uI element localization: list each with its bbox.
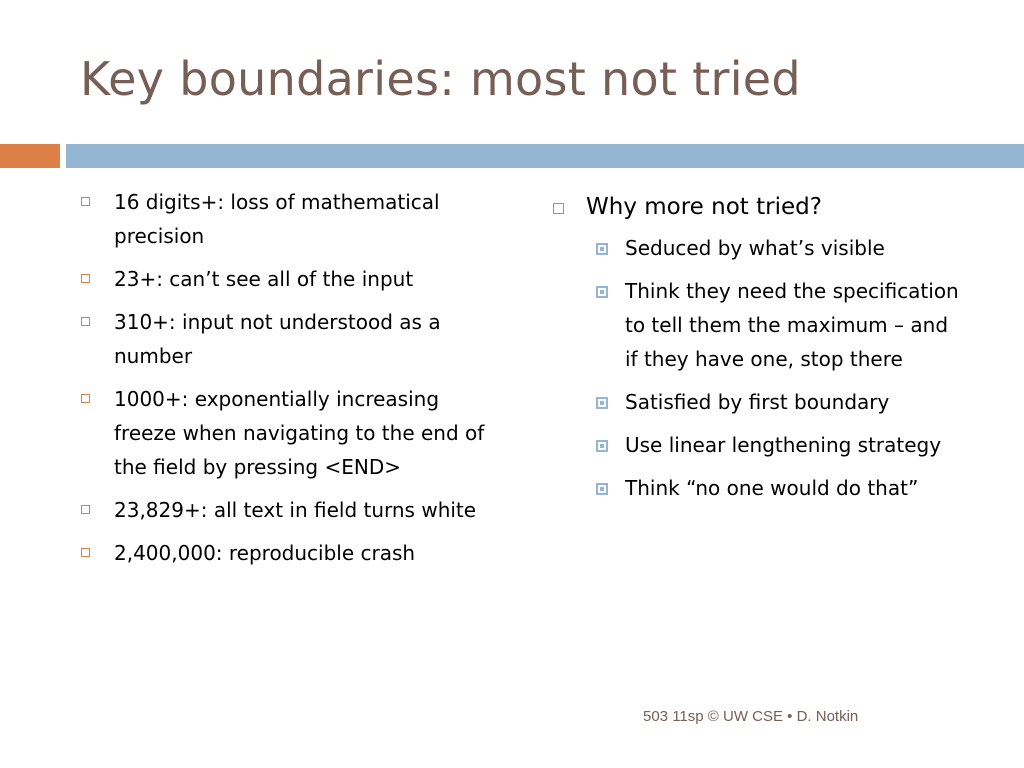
hollow-square-icon bbox=[81, 274, 90, 283]
hollow-square-icon bbox=[81, 548, 90, 557]
sub-bullet-text: Seduced by what’s visible bbox=[625, 236, 885, 260]
bullet-heading: Why more not tried? bbox=[586, 194, 822, 220]
list-item bbox=[80, 382, 490, 484]
right-bullet-list bbox=[552, 189, 962, 505]
right-column bbox=[552, 189, 962, 514]
nested-square-icon bbox=[596, 440, 608, 452]
slide-title: Key boundaries: most not tried bbox=[80, 52, 801, 106]
accent-bar-blue bbox=[66, 144, 1024, 168]
slide-footer: 503 11sp © UW CSE • D. Notkin bbox=[643, 708, 859, 725]
list-item bbox=[80, 493, 490, 527]
sub-bullet-text: Think they need the specification to tell them the maximum – and if they have one, stop there bbox=[625, 279, 959, 371]
list-item bbox=[552, 231, 962, 265]
hollow-square-icon bbox=[81, 197, 90, 206]
bullet-text: 23,829+: all text in field turns white bbox=[114, 498, 477, 522]
list-item bbox=[80, 185, 490, 253]
list-item bbox=[552, 428, 962, 462]
nested-square-icon bbox=[596, 286, 608, 298]
bullet-text: 310+: input not understood as a number bbox=[114, 310, 441, 368]
left-bullet-list bbox=[80, 185, 490, 570]
list-item bbox=[552, 471, 962, 505]
sub-bullet-text: Satisfied by first boundary bbox=[625, 390, 890, 414]
list-item bbox=[552, 385, 962, 419]
list-item bbox=[552, 189, 962, 505]
bullet-text: 23+: can’t see all of the input bbox=[114, 267, 414, 291]
nested-square-icon bbox=[596, 243, 608, 255]
sub-bullet-text: Think “no one would do that” bbox=[625, 476, 919, 500]
hollow-square-icon bbox=[81, 394, 90, 403]
bullet-text: 1000+: exponentially increasing freeze when navigating to the end of the field by pressing <END> bbox=[114, 387, 485, 479]
list-item bbox=[80, 536, 490, 570]
nested-square-icon bbox=[596, 397, 608, 409]
list-item bbox=[552, 274, 962, 376]
accent-bar-orange bbox=[0, 144, 60, 168]
bullet-text: 16 digits+: loss of mathematical precision bbox=[114, 190, 440, 248]
sub-bullet-text: Use linear lengthening strategy bbox=[625, 433, 942, 457]
left-column bbox=[80, 185, 490, 579]
hollow-square-icon bbox=[81, 505, 90, 514]
list-item bbox=[80, 262, 490, 296]
list-item bbox=[80, 305, 490, 373]
sub-bullet-list bbox=[586, 231, 962, 505]
hollow-square-icon bbox=[81, 317, 90, 326]
hollow-square-icon bbox=[553, 203, 564, 214]
nested-square-icon bbox=[596, 483, 608, 495]
bullet-text: 2,400,000: reproducible crash bbox=[114, 541, 416, 565]
